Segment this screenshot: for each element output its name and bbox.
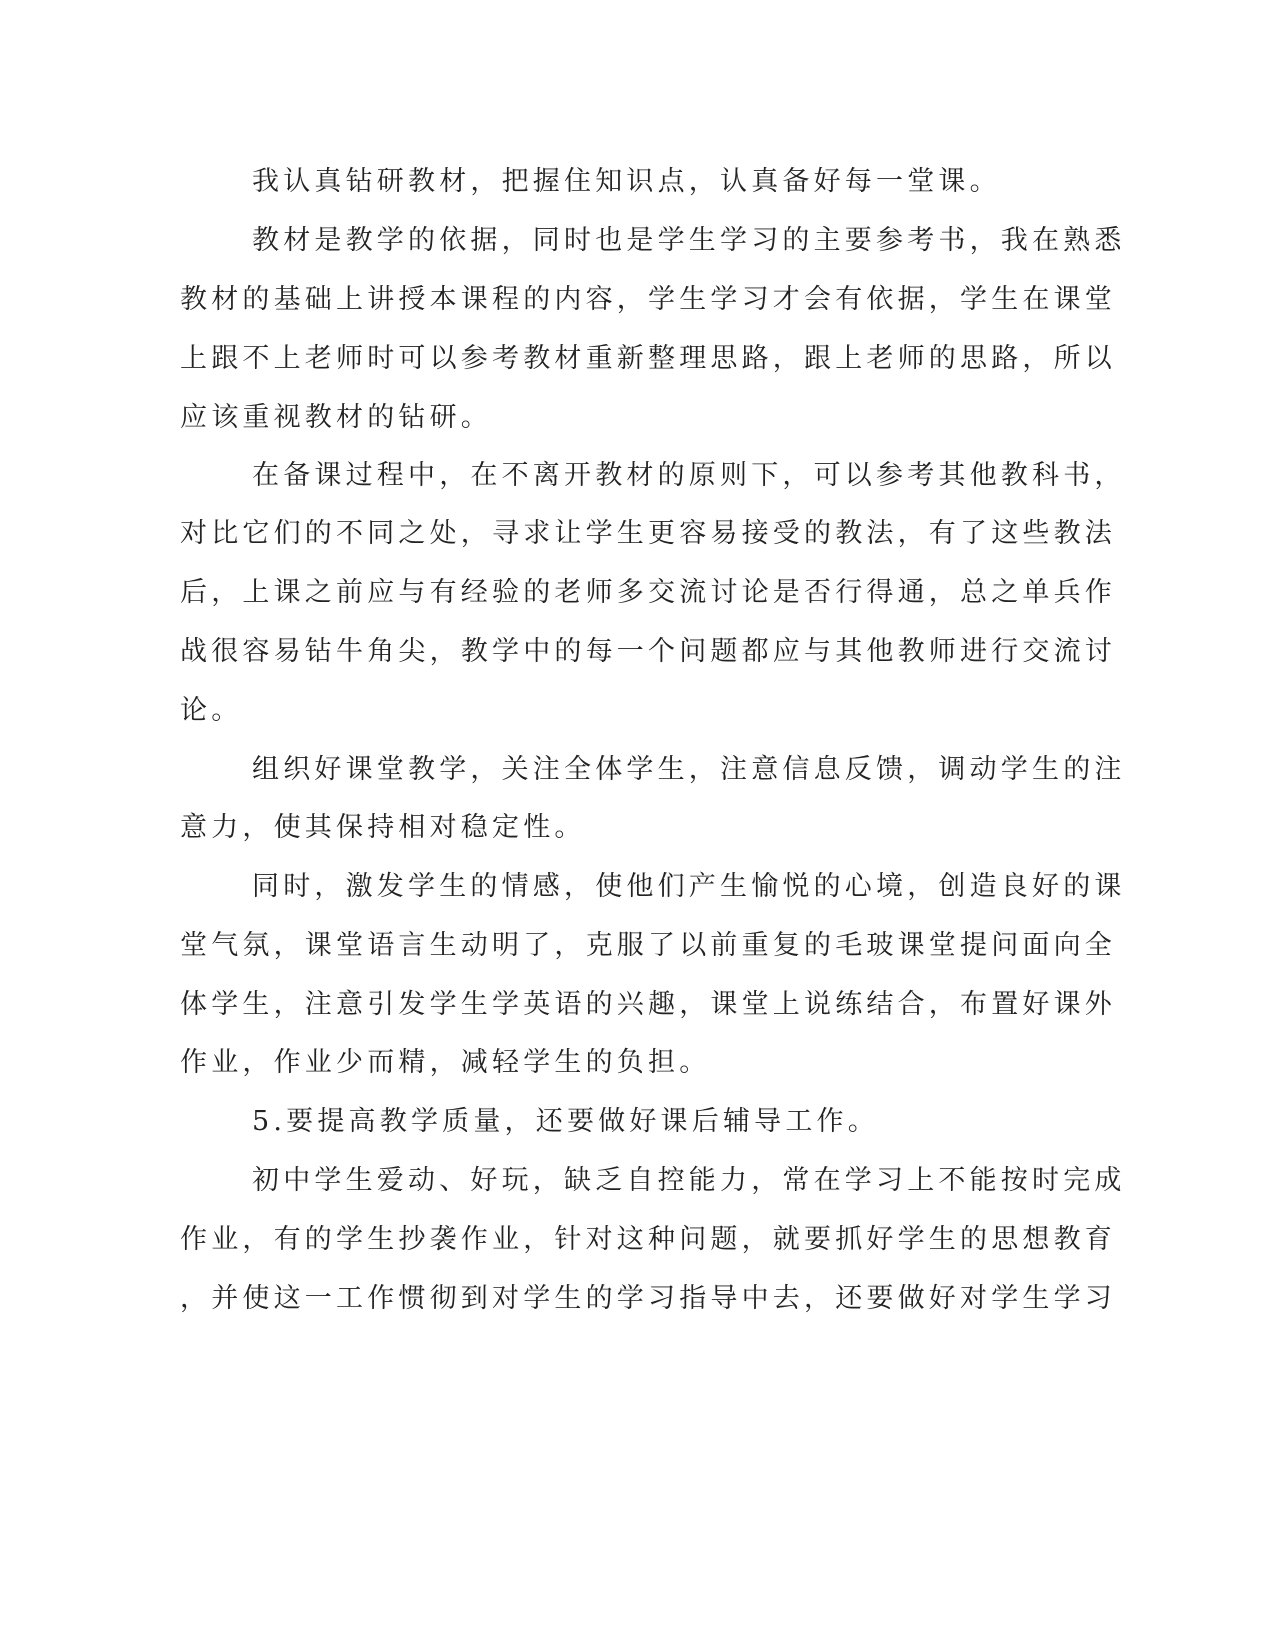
text-line: 对比它们的不同之处，寻求让学生更容易接受的教法，有了这些教法 — [180, 518, 1116, 549]
text-line: 战很容易钻牛角尖，教学中的每一个问题都应与其他教师进行交流讨 — [180, 636, 1116, 667]
text-line: 上跟不上老师时可以参考教材重新整理思路，跟上老师的思路，所以 — [180, 343, 1116, 374]
text-line: 堂气氛，课堂语言生动明了，克服了以前重复的毛玻课堂提问面向全 — [180, 930, 1116, 961]
text-line: 教材的基础上讲授本课程的内容，学生学习才会有依据，学生在课堂 — [180, 284, 1116, 315]
text-line: 体学生，注意引发学生学英语的兴趣，课堂上说练结合，布置好课外 — [180, 989, 1116, 1020]
text-line: ，并使这一工作惯彻到对学生的学习指导中去，还要做好对学生学习 — [180, 1283, 1116, 1314]
text-line: 初中学生爱动、好玩，缺乏自控能力，常在学习上不能按时完成 — [252, 1165, 1126, 1196]
text-line: 论。 — [180, 695, 243, 726]
text-line: 教材是教学的依据，同时也是学生学习的主要参考书，我在熟悉 — [252, 225, 1126, 256]
text-line: 在备课过程中，在不离开教材的原则下，可以参考其他教科书， — [252, 460, 1126, 491]
text-line: 作业，有的学生抄袭作业，针对这种问题，就要抓好学生的思想教育 — [180, 1224, 1116, 1255]
text-line: 5.要提高教学质量，还要做好课后辅导工作。 — [252, 1106, 879, 1137]
text-line: 作业，作业少而精，减轻学生的负担。 — [180, 1047, 711, 1078]
text-line: 同时，激发学生的情感，使他们产生愉悦的心境，创造良好的课 — [252, 871, 1126, 902]
text-line: 意力，使其保持相对稳定性。 — [180, 812, 586, 843]
text-line: 我认真钻研教材，把握住知识点，认真备好每一堂课。 — [252, 166, 1001, 197]
text-line: 应该重视教材的钻研。 — [180, 402, 492, 433]
text-line: 组织好课堂教学，关注全体学生，注意信息反馈，调动学生的注 — [252, 754, 1126, 785]
text-line: 后，上课之前应与有经验的老师多交流讨论是否行得通，总之单兵作 — [180, 577, 1116, 608]
